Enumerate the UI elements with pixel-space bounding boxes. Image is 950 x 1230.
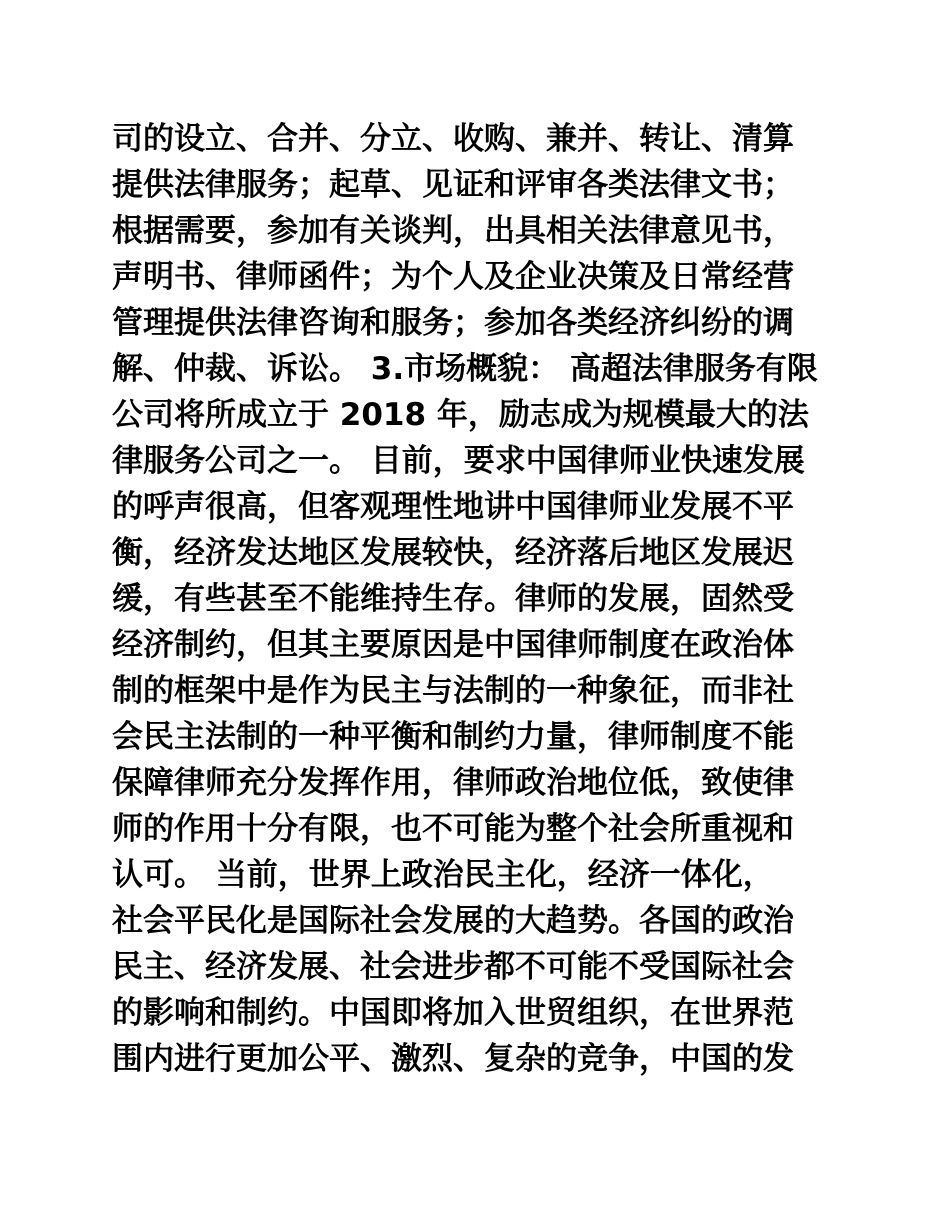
text-line: 民主、经济发展、社会进步都不可能不受国际社会: [112, 949, 794, 985]
text-line: 社会平民化是国际社会发展的大趋势。各国的政治: [112, 903, 794, 939]
text-line: 制的框架中是作为民主与法制的一种象征，而非社: [112, 673, 794, 709]
text-line: 解、仲裁、诉讼。 3.市场概貌： 高超法律服务有限: [112, 351, 818, 387]
text-line: 管理提供法律咨询和服务；参加各类经济纠纷的调: [112, 305, 794, 341]
text-line: 提供法律服务；起草、见证和评审各类法律文书；: [112, 167, 794, 203]
text-line: 会民主法制的一种平衡和制约力量，律师制度不能: [112, 719, 794, 755]
text-line: 衡，经济发达地区发展较快，经济落后地区发展迟: [112, 535, 794, 571]
text-line: 保障律师充分发挥作用，律师政治地位低，致使律: [112, 765, 794, 801]
text-line: 根据需要，参加有关谈判，出具相关法律意见书，: [112, 213, 794, 249]
text-line: 的影响和制约。中国即将加入世贸组织，在世界范: [112, 995, 794, 1031]
text-line: 公司将所成立于 2018 年，励志成为规模最大的法: [112, 397, 809, 433]
text-line: 律服务公司之一。 目前，要求中国律师业快速发展: [112, 443, 805, 479]
text-line: 围内进行更加公平、激烈、复杂的竞争，中国的发: [112, 1041, 794, 1077]
text-line: 声明书、律师函件；为个人及企业决策及日常经营: [112, 259, 794, 295]
text-line: 认可。 当前，世界上政治民主化，经济一体化，: [112, 857, 774, 893]
text-line: 师的作用十分有限，也不可能为整个社会所重视和: [112, 811, 794, 847]
body-text: [112, 116, 852, 1082]
text-line: 经济制约，但其主要原因是中国律师制度在政治体: [112, 627, 794, 663]
text-line: 的呼声很高，但客观理性地讲中国律师业发展不平: [112, 489, 794, 525]
text-line: 司的设立、合并、分立、收购、兼并、转让、清算: [112, 121, 794, 157]
text-line: 缓，有些甚至不能维持生存。律师的发展，固然受: [112, 581, 794, 617]
